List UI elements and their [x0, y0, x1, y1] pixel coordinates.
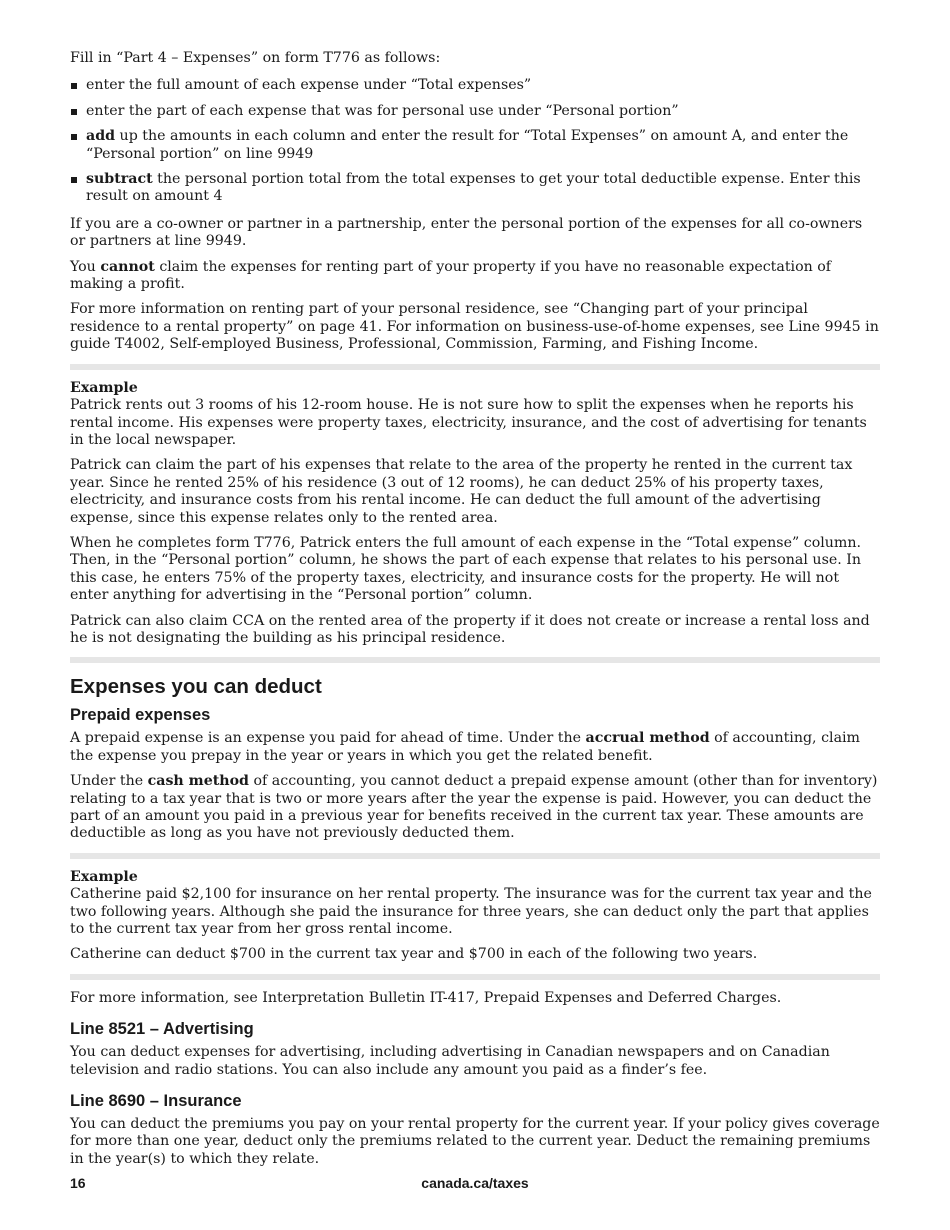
example-box-patrick — [70, 380, 880, 648]
bullet-bold: subtract — [86, 171, 153, 188]
example-box-catherine — [70, 869, 880, 964]
section-heading: Expenses you can deduct — [70, 675, 322, 699]
document-page — [70, 50, 880, 1176]
more-info-it417: For more information, see Interpretation Bulletin IT-417, Prepaid Expenses and Deferred Charges. — [70, 989, 782, 1006]
prepaid-paragraph-cash: Under the cash method of accounting, you cannot deduct a prepaid expense amount (other than for inventory) relating to a tax year that is two or more years after the year the expense is paid. However, you can deduct the part of an amount you paid in a previous year for benefits received in the current tax year. These amounts are deductible as long as you have not previously deducted them. — [70, 773, 878, 842]
list-item: subtract the personal portion total from the total expenses to get your total deductible expense. Enter this result on amount 4 — [70, 171, 880, 206]
prepaid-paragraph-accrual: A prepaid expense is an expense you paid for ahead of time. Under the accrual method of accounting, claim the expense you prepay in the year or years in which you get the related benefit. — [70, 730, 861, 764]
footer-site-link[interactable]: canada.ca/taxes — [421, 1175, 529, 1191]
page-number: 16 — [70, 1175, 86, 1191]
insurance-heading: Line 8690 – Insurance — [70, 1092, 242, 1111]
coowner-paragraph: If you are a co-owner or partner in a partnership, enter the personal portion of the expenses for all co-owners or partners at line 9949. — [70, 215, 863, 250]
divider — [70, 657, 880, 663]
more-info-residence: For more information on renting part of your personal residence, see “Changing part of your principal residence to a rental property” on page 41. For information on business-use-of-home expenses, see Line 9945 in guide T4002, Self-employed Business, Professional, Commission, Farming, and Fishing Income. — [70, 301, 879, 353]
list-item: enter the part of each expense that was for personal use under “Personal portion” — [70, 103, 880, 120]
prepaid-heading: Prepaid expenses — [70, 706, 211, 725]
insurance-paragraph: You can deduct the premiums you pay on your rental property for the current year. If your policy gives coverage for more than one year, deduct only the premiums related to the current year. Deduct the remaining premiums in the year(s) to which they relate. — [70, 1116, 880, 1167]
instruction-list — [70, 77, 880, 205]
example-title: Example — [70, 868, 138, 885]
example-paragraph: When he completes form T776, Patrick enters the full amount of each expense in the “Total expense” column. Then, in the “Personal portion” column, he shows the part of each expense that relates to his personal use. In this case, he enters 75% of the property taxes, electricity, and insurance costs for the property. He will not enter anything for advertising in the “Personal portion” column. — [70, 534, 862, 604]
example-paragraph: Catherine can deduct $700 in the current tax year and $700 in each of the following two years. — [70, 946, 758, 963]
intro-text: Fill in “Part 4 – Expenses” on form T776 as follows: — [70, 50, 441, 66]
example-paragraph: Patrick can claim the part of his expenses that relate to the area of the property he rented in the current tax year. Since he rented 25% of his residence (3 out of 12 rooms), he can deduct 25% of his property taxes, electricity, and insurance costs from his rental income. He can deduct the full amount of the advertising expense, since this expense relates only to the rented area. — [70, 457, 853, 526]
page-footer — [70, 1175, 880, 1193]
example-title: Example — [70, 379, 138, 396]
example-paragraph: Patrick can also claim CCA on the rented area of the property if it does not create or increase a rental loss and he is not designating the building as his principal residence. — [70, 612, 870, 646]
advertising-heading: Line 8521 – Advertising — [70, 1020, 254, 1039]
cannot-paragraph: You cannot claim the expenses for renting part of your property if you have no reasonable expectation of making a profit. — [70, 258, 832, 293]
list-item: enter the full amount of each expense under “Total expenses” — [70, 77, 880, 94]
divider — [70, 974, 880, 980]
example-paragraph: Patrick rents out 3 rooms of his 12-room house. He is not sure how to split the expenses when he reports his rental income. His expenses were property taxes, electricity, insurance, and the cost of advertising for tenants in the local newspaper. — [70, 397, 867, 448]
divider — [70, 364, 880, 370]
example-paragraph: Catherine paid $2,100 for insurance on her rental property. The insurance was for the current tax year and the two following years. Although she paid the insurance for three years, she can deduct only the part that applies to the current tax year from her gross rental income. — [70, 886, 872, 938]
divider — [70, 853, 880, 859]
list-item: add up the amounts in each column and enter the result for “Total Expenses” on amount A, and enter the “Personal portion” on line 9949 — [70, 128, 880, 163]
bullet-bold: add — [86, 128, 116, 145]
advertising-paragraph: You can deduct expenses for advertising, including advertising in Canadian newspapers and on Canadian television and radio stations. You can also include any amount you paid as a finder’s fee. — [70, 1044, 830, 1078]
